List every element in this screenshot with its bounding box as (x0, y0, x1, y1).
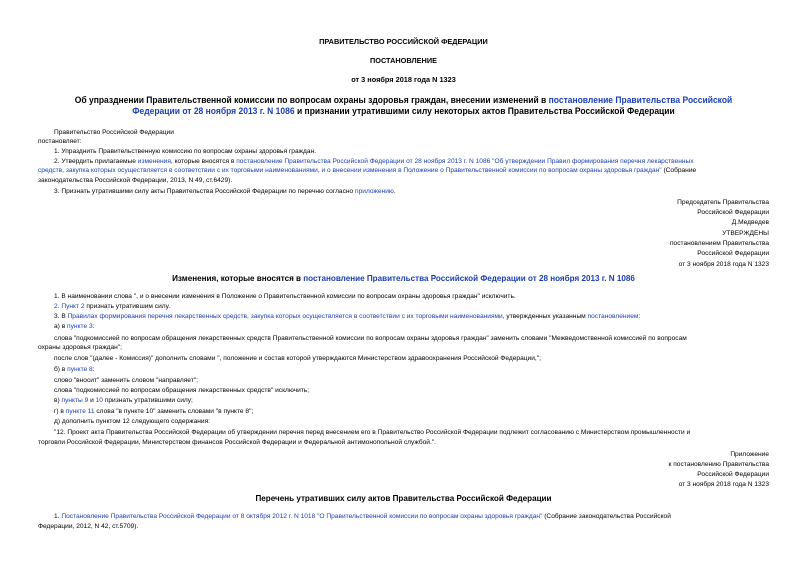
subitem-v: в) пункты 9 и 10 признать утратившими силу; (54, 397, 193, 404)
quoted-text-1: "12. Проект акта Правительства Российской Федерации об утверждении перечня перед внесением его в Правительство Российской Федерации подлежит согласованию с Министерством промышленности и (54, 429, 691, 436)
changes-item-1: 1. В наименовании слова ", и о внесении изменения в Положение о Правительственной комиссии по вопросам охраны здоровья граждан" исключить. (54, 293, 516, 300)
subitem-g: г) в пункте 11 слова "в пункте 10" заменить словами "в пункте 8"; (54, 408, 254, 415)
point-9-link[interactable]: пункты 9 (61, 397, 89, 404)
clause-2-source: законодательства Российской Федерации, 2013, N 49, ст.6429). (38, 177, 233, 184)
clause-3: 3. Признать утратившими силу акты Правительства Российской Федерации по перечню согласно приложению. (54, 188, 396, 195)
clause-2-cont: средств, закупка которых осуществляется в соответствии с их торговыми наименованиями, и о внесении изменения в Положение о Правительственной комиссии по вопросам охраны здоровья граждан" (Собрание (38, 167, 697, 174)
government-heading: ПРАВИТЕЛЬСТВО РОССИЙСКОЙ ФЕДЕРАЦИИ (319, 37, 488, 46)
approved-org: Российской Федерации (697, 250, 769, 257)
point-3-link[interactable]: пункте 3 (67, 323, 93, 330)
appendix-ref: к постановлению Правительства (668, 461, 769, 468)
repealed-item-1-cont: Федерации, 2012, N 42, ст.5709). (38, 523, 139, 530)
appendix-date: от 3 ноября 2018 года N 1323 (678, 481, 769, 488)
document-title-line-1: Об упразднении Правительственной комиссии по вопросам охраны здоровья граждан, внесении изменений в постановление Правительства Российской (74, 95, 733, 105)
resolution-1086-link[interactable]: постановление Правительства Российской Федерации от 28 ноября 2013 г. N 1086 "Об утверждении Правил формирования перечня лекарственных (236, 158, 694, 165)
doc-type-heading: ПОСТАНОВЛЕНИЕ (369, 56, 438, 65)
quoted-text-2: торговли Российской Федерации, Министерством финансов Российской Федерации и Федеральной антимонопольной службой.". (38, 439, 436, 446)
appendix-label: Приложение (730, 451, 769, 458)
signature-position: Председатель Правительства (677, 199, 769, 206)
changes-title-link[interactable]: постановление Правительства Российской Федерации от 28 ноября 2013 г. N 1086 (303, 273, 635, 283)
title-resolution-link-cont[interactable]: Федерации от 28 ноября 2013 г. N 1086 (132, 106, 295, 116)
signature-name: Д.Медведев (731, 219, 769, 226)
signature-org: Российской Федерации (697, 209, 769, 216)
subitem-b-text-1: слово "вносит" заменить словом "направляет"; (54, 377, 198, 384)
point-2-link[interactable]: 2. Пункт 2 (54, 303, 85, 310)
approved-label: УТВЕРЖДЕНЫ (722, 230, 769, 237)
appendix-org: Российской Федерации (697, 471, 769, 478)
subitem-a-text-3: после слов "(далее - Комиссия)" дополнить словами ", положение и состав которой утверждаются Министерством здравоохранения Российской Федерации,"; (54, 355, 541, 362)
rules-link[interactable]: Правилах формирования перечня лекарственных средств, закупка которых осуществляется в соответствии с их торговыми наименованиями (67, 313, 503, 320)
point-8-link[interactable]: пункте 8 (67, 366, 93, 373)
approved-by: постановлением Правительства (669, 240, 769, 247)
subitem-a: а) в пункте 3: (54, 323, 95, 330)
resolution-1086-link-cont[interactable]: средств, закупка которых осуществляется в соответствии с их торговыми наименованиями, и о внесении изменения в Положение о Правительственной комиссии по вопросам охраны здоровья граждан" (38, 167, 662, 174)
changes-item-2: 2. Пункт 2 признать утратившим силу. (54, 303, 171, 310)
resolution-link[interactable]: постановлением (587, 313, 639, 320)
point-11-link[interactable]: пункте 11 (65, 408, 95, 415)
repealed-list-title: Перечень утративших силу актов Правительства Российской Федерации (255, 493, 552, 503)
subitem-a-text-2: охраны здоровья граждан"; (38, 344, 122, 351)
changes-link[interactable]: изменения (137, 158, 171, 165)
intro-line-2: постановляет: (38, 138, 82, 145)
appendix-link[interactable]: приложению (355, 188, 394, 195)
changes-item-3: 3. В Правилах формирования перечня лекарственных средств, закупка которых осуществляется в соответствии с их торговыми наименованиями, утвержденных указанным постановлением: (54, 313, 641, 320)
subitem-b: б) в пункте 8: (54, 366, 95, 373)
document-title-line-2: Федерации от 28 ноября 2013 г. N 1086 и признании утратившими силу некоторых актов Правительства Российской Федерации (132, 106, 675, 116)
clause-2: 2. Утвердить прилагаемые изменения, которые вносятся в постановление Правительства Российской Федерации от 28 ноября 2013 г. N 1086 "Об утверждении Правил формирования перечня лекарственных (54, 158, 694, 165)
changes-title: Изменения, которые вносятся в постановление Правительства Российской Федерации от 28 ноября 2013 г. N 1086 (172, 273, 635, 283)
subitem-a-text-1: слова "подкомиссией по вопросам обращения лекарственных средств Правительственной комиссии по вопросам охраны здоровья граждан" заменить словами "Межведомственной комиссией по вопросам (54, 335, 687, 342)
clause-1: 1. Упразднить Правительственную комиссию по вопросам охраны здоровья граждан. (54, 148, 317, 155)
doc-date-number: от 3 ноября 2018 года N 1323 (351, 75, 456, 84)
intro-line-1: Правительство Российской Федерации (54, 129, 174, 136)
approved-date: от 3 ноября 2018 года N 1323 (678, 261, 769, 268)
subitem-b-text-2: слова "подкомиссией по вопросам обращения лекарственных средств" исключить; (54, 387, 310, 394)
point-10-link[interactable]: 10 (95, 397, 103, 404)
title-resolution-link[interactable]: постановление Правительства Российской (548, 95, 733, 105)
repealed-item-1: 1. Постановление Правительства Российской Федерации от 8 октября 2012 г. N 1018 "О Правительственной комиссии по вопросам охраны здоровья граждан" (Собрание законодательства Российской (54, 513, 671, 520)
resolution-1018-link[interactable]: Постановление Правительства Российской Федерации от 8 октября 2012 г. N 1018 "О Правительственной комиссии по вопросам охраны здоровья граждан" (61, 513, 543, 520)
subitem-d: д) дополнить пунктом 12 следующего содержания: (54, 418, 210, 425)
